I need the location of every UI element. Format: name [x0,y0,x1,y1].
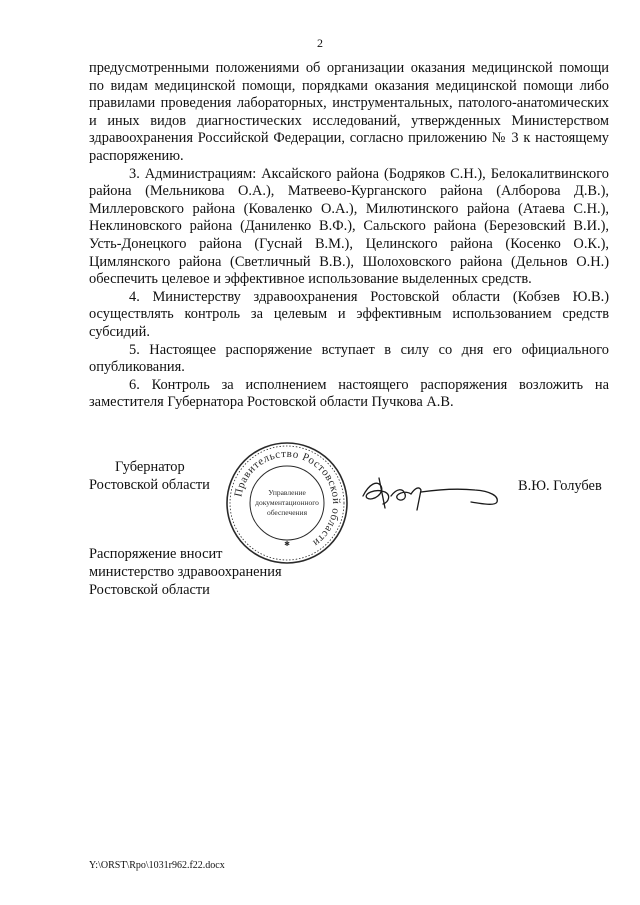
introduced-by-line1: Распоряжение вносит [89,546,223,562]
signature-block [0,440,640,560]
seal-star-icon: ✱ [284,541,290,548]
footer-file-path: Y:\ORST\Rpo\1031r962.f22.docx [89,860,225,871]
introduced-by-line2: министерство здравоохранения [89,564,282,580]
seal-center-line1: Управление [268,488,306,497]
page-number: 2 [317,36,323,50]
signatory-title-line2: Ростовской области [89,477,210,493]
seal-ring-text: Правительство Ростовской области [232,447,343,550]
document-body [89,60,609,412]
paragraph-continuation: предусмотренными положениями об организации оказания медицинской помощи по видам медицинской помощи, порядками оказания медицинской помощи либо правилами проведения лабораторных, инструментальных, патолого-анатомических и иных видов диагностических исследований, утвержденных Министерством здравоохранения Российской Федерации, согласно приложению № 3 к настоящему распоряжению. [89,60,609,164]
paragraph-item-6: 6. Контроль за исполнением настоящего распоряжения возложить на заместителя Губернатора Ростовской области Пучкова А.В. [89,376,609,411]
introduced-by-line3: Ростовской области [89,582,210,598]
signatory-title-line1: Губернатор [115,459,185,475]
handwritten-signature [355,466,505,516]
signatory-title [89,458,229,494]
signatory-name: В.Ю. Голубев [518,478,602,494]
paragraph-item-3: 3. Администрациям: Аксайского района (Бодряков С.Н.), Белокалитвинского района (Мельникова О.А.), Матвеево-Курганского района (Алборова Д.В.), Миллеровского района (Коваленко О.А.), Милютинского района (Атаева С.Н.), Неклиновского района (Даниленко В.Ф.), Сальского района (Березовский В.И.), Усть-Донецкого района (Гуснай В.М.), Целинского района (Косенко О.К.), Цимлянского района (Светличный В.В.), Шолоховского района (Дельнов О.Н.) обеспечить целевое и эффективное использование выделенных средств. [89,165,609,288]
introduced-by-note [89,545,389,599]
paragraph-item-5: 5. Настоящее распоряжение вступает в силу со дня его официального опубликования. [89,341,609,376]
seal-center-line2: документационного [255,498,319,507]
paragraph-item-4: 4. Министерству здравоохранения Ростовской области (Кобзев Ю.В.) осуществлять контроль за целевым и эффективным использованием средств субсидий. [89,288,609,340]
seal-center-line3: обеспечения [266,508,308,517]
